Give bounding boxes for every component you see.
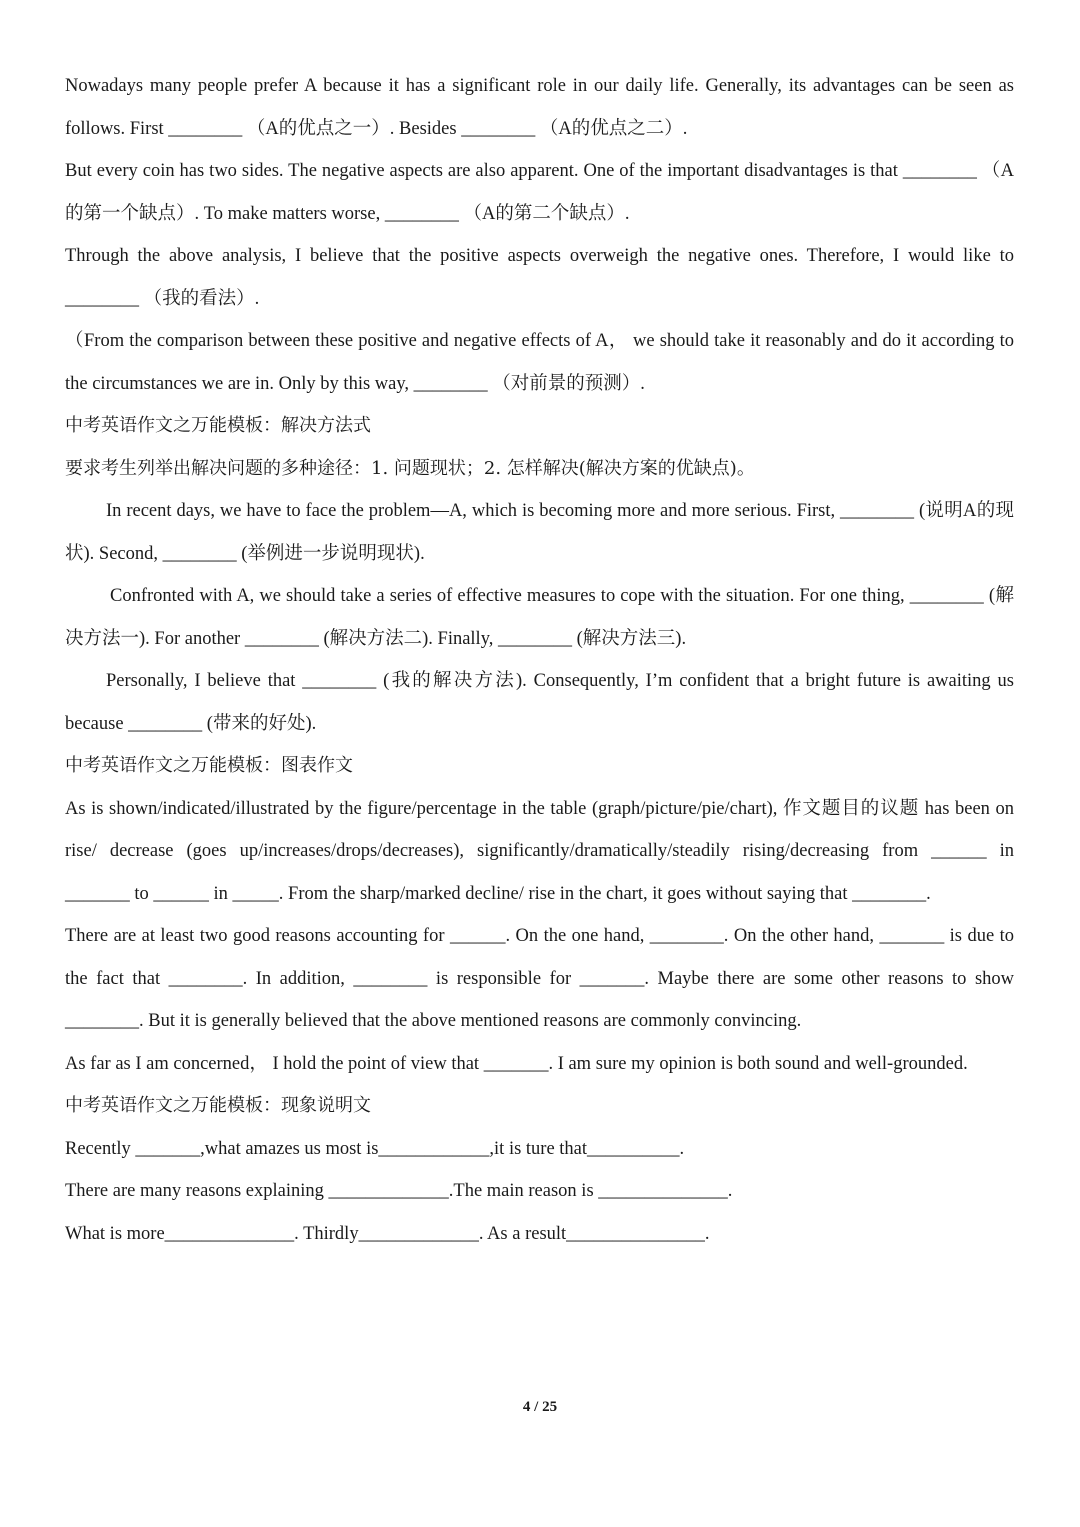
paragraph-disadvantages: But every coin has two sides. The negative aspects are also apparent. One of the important disadvantages is that ________ （A的第一个缺点）. To make matters worse, ________ （A的第二个缺点）. (65, 161, 1014, 224)
section-heading-solutions: 中考英语作文之万能模板：解决方法式 (65, 415, 371, 436)
document-page (65, 65, 1014, 1255)
paragraph-prediction: （From the comparison between these positive and negative effects of A， we should take it reasonably and do it according to the circumstances we are in. Only by this way, ________ （对前景的预测）. (65, 331, 1014, 394)
paragraph-personal-solution: Personally, I believe that ________ (我的解决方法). Consequently, I’m confident that a bright future is awaiting us because ________ (带来的好处). (65, 671, 1014, 734)
section-heading-phenomenon: 中考英语作文之万能模板：现象说明文 (65, 1095, 371, 1116)
paragraph-opinion: Through the above analysis, I believe that the positive aspects overweigh the negative ones. Therefore, I would like to ________ （我的看法）. (65, 246, 1014, 309)
paragraph-viewpoint: As far as I am concerned， I hold the point of view that _______. I am sure my opinion is both sound and well-grounded. (65, 1053, 968, 1074)
section-intro-solutions: 要求考生列举出解决问题的多种途径：1. 问题现状；2. 怎样解决(解决方案的优缺点)。 (65, 457, 755, 479)
paragraph-problem: In recent days, we have to face the problem—A, which is becoming more and more serious. First, ________ (说明A的现状). Second, ________ (举例进一步说明现状). (65, 501, 1014, 564)
line-recently: Recently _______,what amazes us most is____________,it is ture that__________. (65, 1138, 685, 1159)
paragraph-measures: Confronted with A, we should take a series of effective measures to cope with the situation. For one thing, ________ (解决方法一). For another ________ (解决方法二). Finally, ________ (解决方法三). (65, 586, 1014, 649)
page-number: 4 / 25 (522, 1399, 558, 1415)
line-reasons: There are many reasons explaining _____________.The main reason is ______________. (65, 1181, 733, 1201)
section-heading-chart-essay: 中考英语作文之万能模板：图表作文 (65, 755, 353, 776)
paragraph-chart-description: As is shown/indicated/illustrated by the figure/percentage in the table (graph/picture/pie/chart), 作文题目的议题 has been on rise/ decrease (goes up/increases/drops/decreases), significantly/dramatically/steadily rising/decreasing from ______ in _______ to ______ in _____. From the sharp/marked decline/ rise in the chart, it goes without saying that ________. (65, 798, 1014, 904)
paragraph-advantages: Nowadays many people prefer A because it has a significant role in our daily life. Generally, its advantages can be seen as follows. First ________ （A的优点之一）. Besides ________ （A的优点之二）. (65, 76, 1014, 139)
line-what-is-more: What is more______________. Thirdly_____________. As a result_______________. (65, 1223, 710, 1244)
paragraph-reasons: There are at least two good reasons accounting for ______. On the one hand, ________. On the other hand, _______ is due to the fact that ________. In addition, ________ is responsible for _______. Maybe there are some other reasons to show ________. But it is generally believed that the above mentioned reasons are commonly convincing. (65, 926, 1014, 1031)
